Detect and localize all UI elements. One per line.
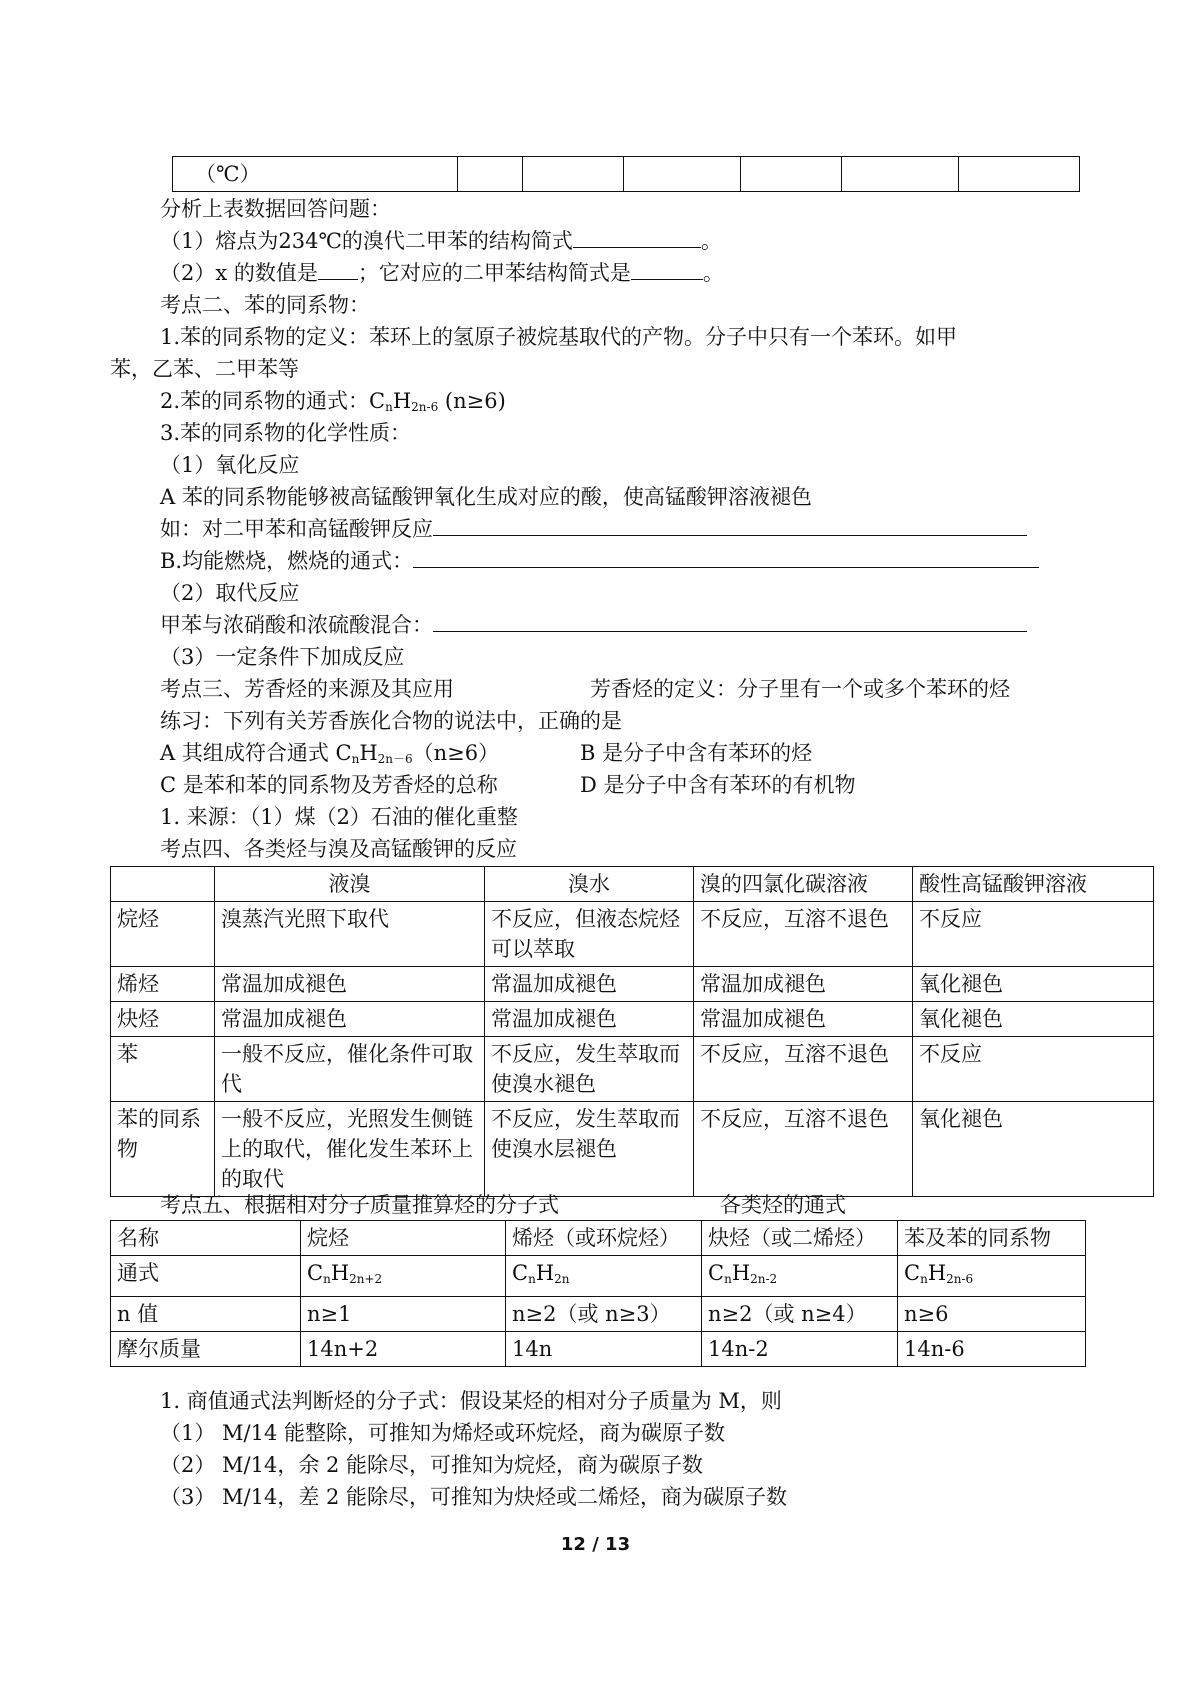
table-cell: 14n — [506, 1332, 702, 1367]
table-row — [111, 1332, 1086, 1367]
answer-blank — [631, 259, 703, 280]
table-cell: 常温加成褪色 — [694, 967, 913, 1002]
header-cell: 炔烃（或二烯烃） — [702, 1221, 898, 1256]
table-cell: 氧化褪色 — [913, 967, 1154, 1002]
table-cell: 烯烃 — [111, 967, 215, 1002]
formula-cell: $C_nH_{2n-6}$ — [898, 1256, 1086, 1297]
table-row — [111, 1102, 1154, 1197]
method-title: 1. 商值通式法判断烃的分子式：假设某烃的相对分子质量为 M，则 — [160, 1389, 782, 1413]
section-title-3: 考点三、芳香烃的来源及其应用 芳香烃的定义：分子里有一个或多个苯环的烃 — [160, 674, 454, 705]
table-cell: 常温加成褪色 — [485, 967, 694, 1002]
table-cell: 不反应，发生萃取而使溴水褪色 — [485, 1037, 694, 1102]
substitution-example: 甲苯与浓硝酸和浓硫酸混合： — [160, 610, 1027, 641]
table-cell — [624, 157, 741, 192]
table-cell: 氧化褪色 — [913, 1002, 1154, 1037]
table-cell: n≥6 — [898, 1297, 1086, 1332]
header-cell: 烯烃（或环烷烃） — [506, 1221, 702, 1256]
table-cell — [741, 157, 842, 192]
table-cell: 不反应，发生萃取而使溴水层褪色 — [485, 1102, 694, 1197]
header-cell — [111, 867, 215, 902]
answer-blank — [413, 547, 1039, 568]
table-cell: 苯的同系物 — [111, 1102, 215, 1197]
practice-question: 练习：下列有关芳香族化合物的说法中，正确的是 — [160, 709, 622, 733]
table-cell: 14n+2 — [301, 1332, 506, 1367]
table-row — [111, 1002, 1154, 1037]
table-cell — [523, 157, 624, 192]
section-title-5: 考点五、根据相对分子质量推算烃的分子式 各类烃的通式 — [160, 1190, 559, 1221]
table-cell: 摩尔质量 — [111, 1332, 301, 1367]
oxidation-heading: （1）氧化反应 — [160, 453, 300, 477]
table-header-row — [111, 867, 1154, 902]
formula-cell: $C_nH_{2n+2}$ — [301, 1256, 506, 1297]
table-row — [111, 1037, 1154, 1102]
question-1: （1）熔点为234℃的溴代二甲苯的结构简式 。 — [160, 229, 722, 253]
table-cell: 一般不反应，催化条件可取代 — [215, 1037, 485, 1102]
table-cell: n≥1 — [301, 1297, 506, 1332]
table-cell: 不反应，互溶不退色 — [694, 1102, 913, 1197]
chem-properties: 3.苯的同系物的化学性质： — [160, 421, 412, 445]
method-item: （3） M/14，差 2 能除尽，可推知为炔烃或二烯烃，商为碳原子数 — [160, 1485, 788, 1509]
header-cell: 苯及苯的同系物 — [898, 1221, 1086, 1256]
section-title-2: 考点二、苯的同系物： — [160, 293, 370, 317]
table-header-row — [111, 1221, 1086, 1256]
table-cell: n≥2（或 n≥3） — [506, 1297, 702, 1332]
table-cell: 烷烃 — [111, 902, 215, 967]
table-cell — [458, 157, 523, 192]
definition-line: 1.苯的同系物的定义：苯环上的氢原子被烷基取代的产物。分子中只有一个苯环。如甲 — [160, 325, 958, 349]
table-cell: 通式 — [111, 1256, 301, 1297]
oxidation-a: A 苯的同系物能够被高锰酸钾氧化生成对应的酸，使高锰酸钾溶液褪色 — [160, 485, 812, 509]
table-cell: 炔烃 — [111, 1002, 215, 1037]
answer-blank — [433, 611, 1027, 632]
formula-cell: $C_nH_{2n-2}$ — [702, 1256, 898, 1297]
header-cell: 烷烃 — [301, 1221, 506, 1256]
general-formula: 2.苯的同系物的通式：$C_nH_{2n-6}$ (n≥6) — [160, 389, 506, 414]
method-item: （1） M/14 能整除，可推知为烯烃或环烷烃，商为碳原子数 — [160, 1421, 726, 1445]
table-cell: （℃） — [173, 157, 458, 192]
combustion-b: B.均能燃烧，燃烧的通式： — [160, 546, 1039, 577]
table-row — [111, 1256, 1086, 1297]
reaction-table — [110, 866, 1154, 1197]
options-cd — [160, 770, 856, 801]
table-cell: 常温加成褪色 — [694, 1002, 913, 1037]
header-cell: 酸性高锰酸钾溶液 — [913, 867, 1154, 902]
table-cell: 14n-2 — [702, 1332, 898, 1367]
option-d: D 是分子中含有苯环的有机物 — [580, 773, 856, 797]
table-cell: 溴蒸汽光照下取代 — [215, 902, 485, 967]
table-cell: 氧化褪色 — [913, 1102, 1154, 1197]
table-cell: 不反应，互溶不退色 — [694, 1037, 913, 1102]
table-cell — [842, 157, 959, 192]
table-row — [111, 967, 1154, 1002]
question-2: （2）x 的数值是 ；它对应的二甲苯结构简式是 。 — [160, 261, 724, 285]
source-line: 1. 来源：（1）煤（2）石油的催化重整 — [160, 805, 518, 829]
oxidation-example: 如：对二甲苯和高锰酸钾反应 — [160, 514, 1027, 545]
table-cell: n 值 — [111, 1297, 301, 1332]
table-cell: 不反应 — [913, 902, 1154, 967]
table-cell: n≥2（或 n≥4） — [702, 1297, 898, 1332]
method-item: （2） M/14，余 2 能除尽，可推知为烷烃，商为碳原子数 — [160, 1453, 704, 1477]
header-cell: 溴的四氯化碳溶液 — [694, 867, 913, 902]
page-number: 12 / 13 — [560, 1534, 631, 1555]
formula-cell: $C_nH_{2n}$ — [506, 1256, 702, 1297]
section-subtitle: 各类烃的通式 — [720, 1193, 846, 1217]
table-row — [173, 157, 1080, 192]
table-cell: 不反应，但液态烷烃可以萃取 — [485, 902, 694, 967]
table-cell: 苯 — [111, 1037, 215, 1102]
table-row — [111, 902, 1154, 967]
table-cell: 14n-6 — [898, 1332, 1086, 1367]
header-cell: 液溴 — [215, 867, 485, 902]
top-data-table — [172, 156, 1080, 192]
option-b: B 是分子中含有苯环的烃 — [580, 741, 813, 765]
option-c: C 是苯和苯的同系物及芳香烃的总称 — [160, 773, 498, 797]
aromatic-definition: 芳香烃的定义：分子里有一个或多个苯环的烃 — [590, 677, 1010, 701]
table-cell — [959, 157, 1080, 192]
substitution-heading: （2）取代反应 — [160, 581, 300, 605]
answer-blank — [318, 259, 358, 280]
table-cell: 不反应，互溶不退色 — [694, 902, 913, 967]
answer-blank — [573, 227, 701, 248]
table-cell: 常温加成褪色 — [485, 1002, 694, 1037]
section-title-4: 考点四、各类烃与溴及高锰酸钾的反应 — [160, 837, 517, 861]
table-cell: 常温加成褪色 — [215, 1002, 485, 1037]
formula-table — [110, 1220, 1086, 1367]
header-cell: 溴水 — [485, 867, 694, 902]
option-a: A 其组成符合通式 $C_nH_{2n-6}(n\ge 6)$ — [160, 741, 500, 766]
addition-heading: （3）一定条件下加成反应 — [160, 645, 405, 669]
definition-line: 苯，乙苯、二甲苯等 — [110, 357, 299, 381]
header-cell: 名称 — [111, 1221, 301, 1256]
table-row — [111, 1297, 1086, 1332]
table-cell: 常温加成褪色 — [215, 967, 485, 1002]
table-cell: 一般不反应，光照发生侧链上的取代，催化发生苯环上的取代 — [215, 1102, 485, 1197]
answer-blank — [433, 515, 1027, 536]
intro-text: 分析上表数据回答问题： — [160, 197, 391, 221]
table-cell: 不反应 — [913, 1037, 1154, 1102]
